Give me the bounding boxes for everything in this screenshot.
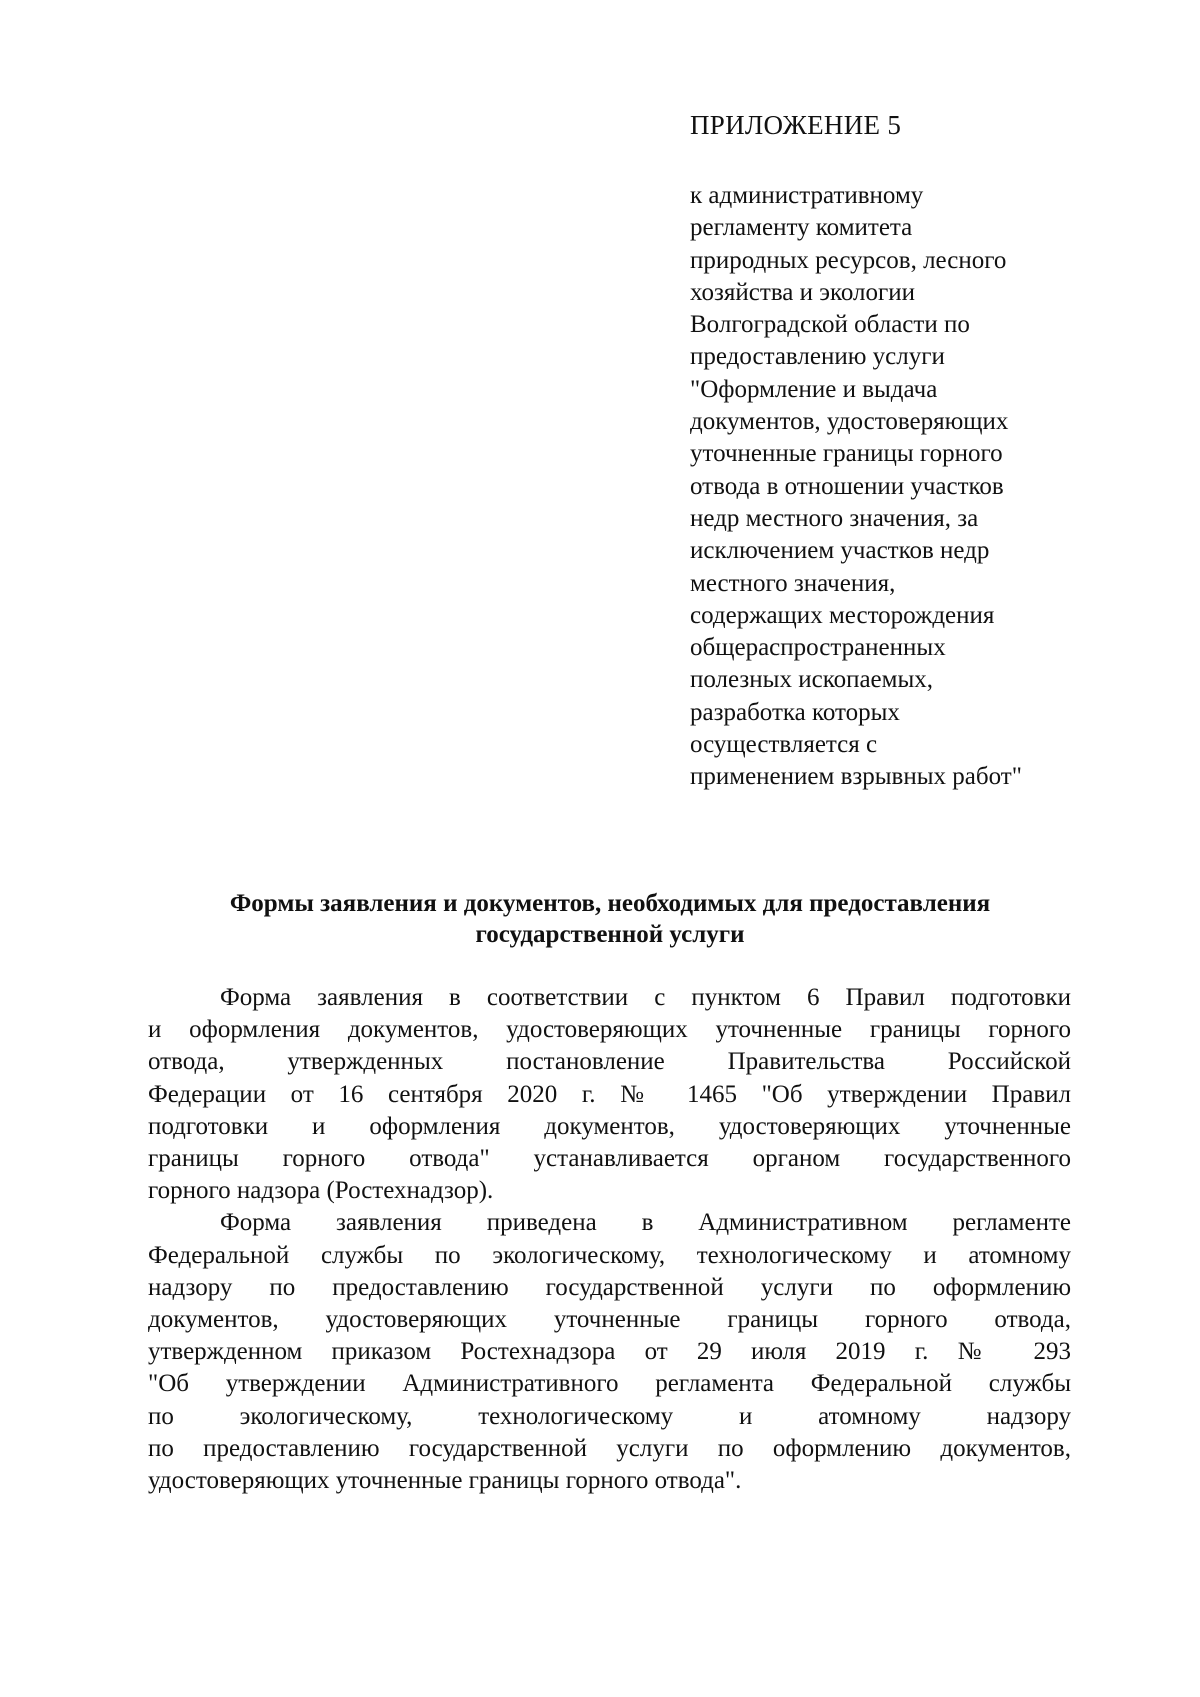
paragraph-line: подготовки и оформления документов, удостоверяющих уточненные (148, 1112, 1071, 1140)
paragraph-line: "Об утверждении Административного регламента Федеральной службы (148, 1370, 1071, 1398)
appendix-line: к административному (690, 182, 924, 209)
appendix-line: регламенту комитета (690, 214, 913, 242)
paragraph-line: по предоставлению государственной услуги по оформлению документов, (148, 1434, 1071, 1462)
appendix-description (690, 180, 1150, 794)
paragraph-line: горного надзора (Ростехнадзор). (148, 1177, 494, 1205)
appendix-line: полезных ископаемых, (690, 666, 934, 694)
paragraph-line: Форма заявления приведена в Административном регламенте (220, 1209, 1071, 1237)
appendix-line: уточненные границы горного (690, 440, 1003, 468)
appendix-line: "Оформление и выдача (690, 375, 938, 403)
appendix-line: общераспространенных (690, 634, 946, 662)
appendix-line: природных ресурсов, лесного (690, 246, 1007, 274)
paragraph-line: утвержденном приказом Ростехнадзора от 29 июля 2019 г. № 293 (148, 1338, 1071, 1366)
section-title-line: государственной услуги (475, 921, 745, 948)
appendix-block (690, 108, 1150, 794)
paragraph-line: по экологическому, технологическому и атомному надзору (148, 1402, 1071, 1430)
paragraph-line: Федерации от 16 сентября 2020 г. № 1465 "Об утверждении Правил (148, 1080, 1071, 1108)
appendix-line: предоставлению услуги (690, 343, 945, 371)
appendix-line: документов, удостоверяющих (690, 408, 1009, 436)
appendix-line: разработка которых (690, 698, 900, 726)
appendix-line: исключением участков недр (690, 537, 990, 565)
appendix-line: содержащих месторождения (690, 601, 995, 629)
paragraph-line: границы горного отвода" устанавливается органом государственного (148, 1145, 1071, 1173)
appendix-line: отвода в отношении участков (690, 472, 1004, 500)
appendix-line: осуществляется с (690, 731, 878, 759)
appendix-line: применением взрывных работ" (690, 763, 1022, 791)
appendix-title: ПРИЛОЖЕНИЕ 5 (690, 110, 902, 140)
appendix-line: хозяйства и экологии (690, 278, 916, 306)
paragraph-line: и оформления документов, удостоверяющих уточненные границы горного (148, 1016, 1071, 1044)
appendix-line: местного значения, (690, 569, 896, 597)
section-title (140, 888, 1080, 950)
paragraph-line: отвода, утвержденных постановление Правительства Российской (148, 1048, 1071, 1076)
paragraph-line: документов, удостоверяющих уточненные границы горного отвода, (148, 1306, 1071, 1334)
section-title-line: Формы заявления и документов, необходимых для предоставления (229, 890, 991, 917)
paragraph-line: удостоверяющих уточненные границы горного отвода". (148, 1467, 742, 1495)
paragraph (148, 982, 1071, 1207)
paragraph-line: Форма заявления в соответствии с пунктом 6 Правил подготовки (220, 984, 1071, 1011)
appendix-line: недр местного значения, за (690, 504, 979, 532)
appendix-line: Волгоградской области по (690, 311, 970, 339)
paragraph-line: Федеральной службы по экологическому, технологическому и атомному (148, 1241, 1071, 1269)
document-body (148, 982, 1071, 1497)
paragraph (148, 1207, 1071, 1497)
paragraph-line: надзору по предоставлению государственной услуги по оформлению (148, 1273, 1071, 1301)
